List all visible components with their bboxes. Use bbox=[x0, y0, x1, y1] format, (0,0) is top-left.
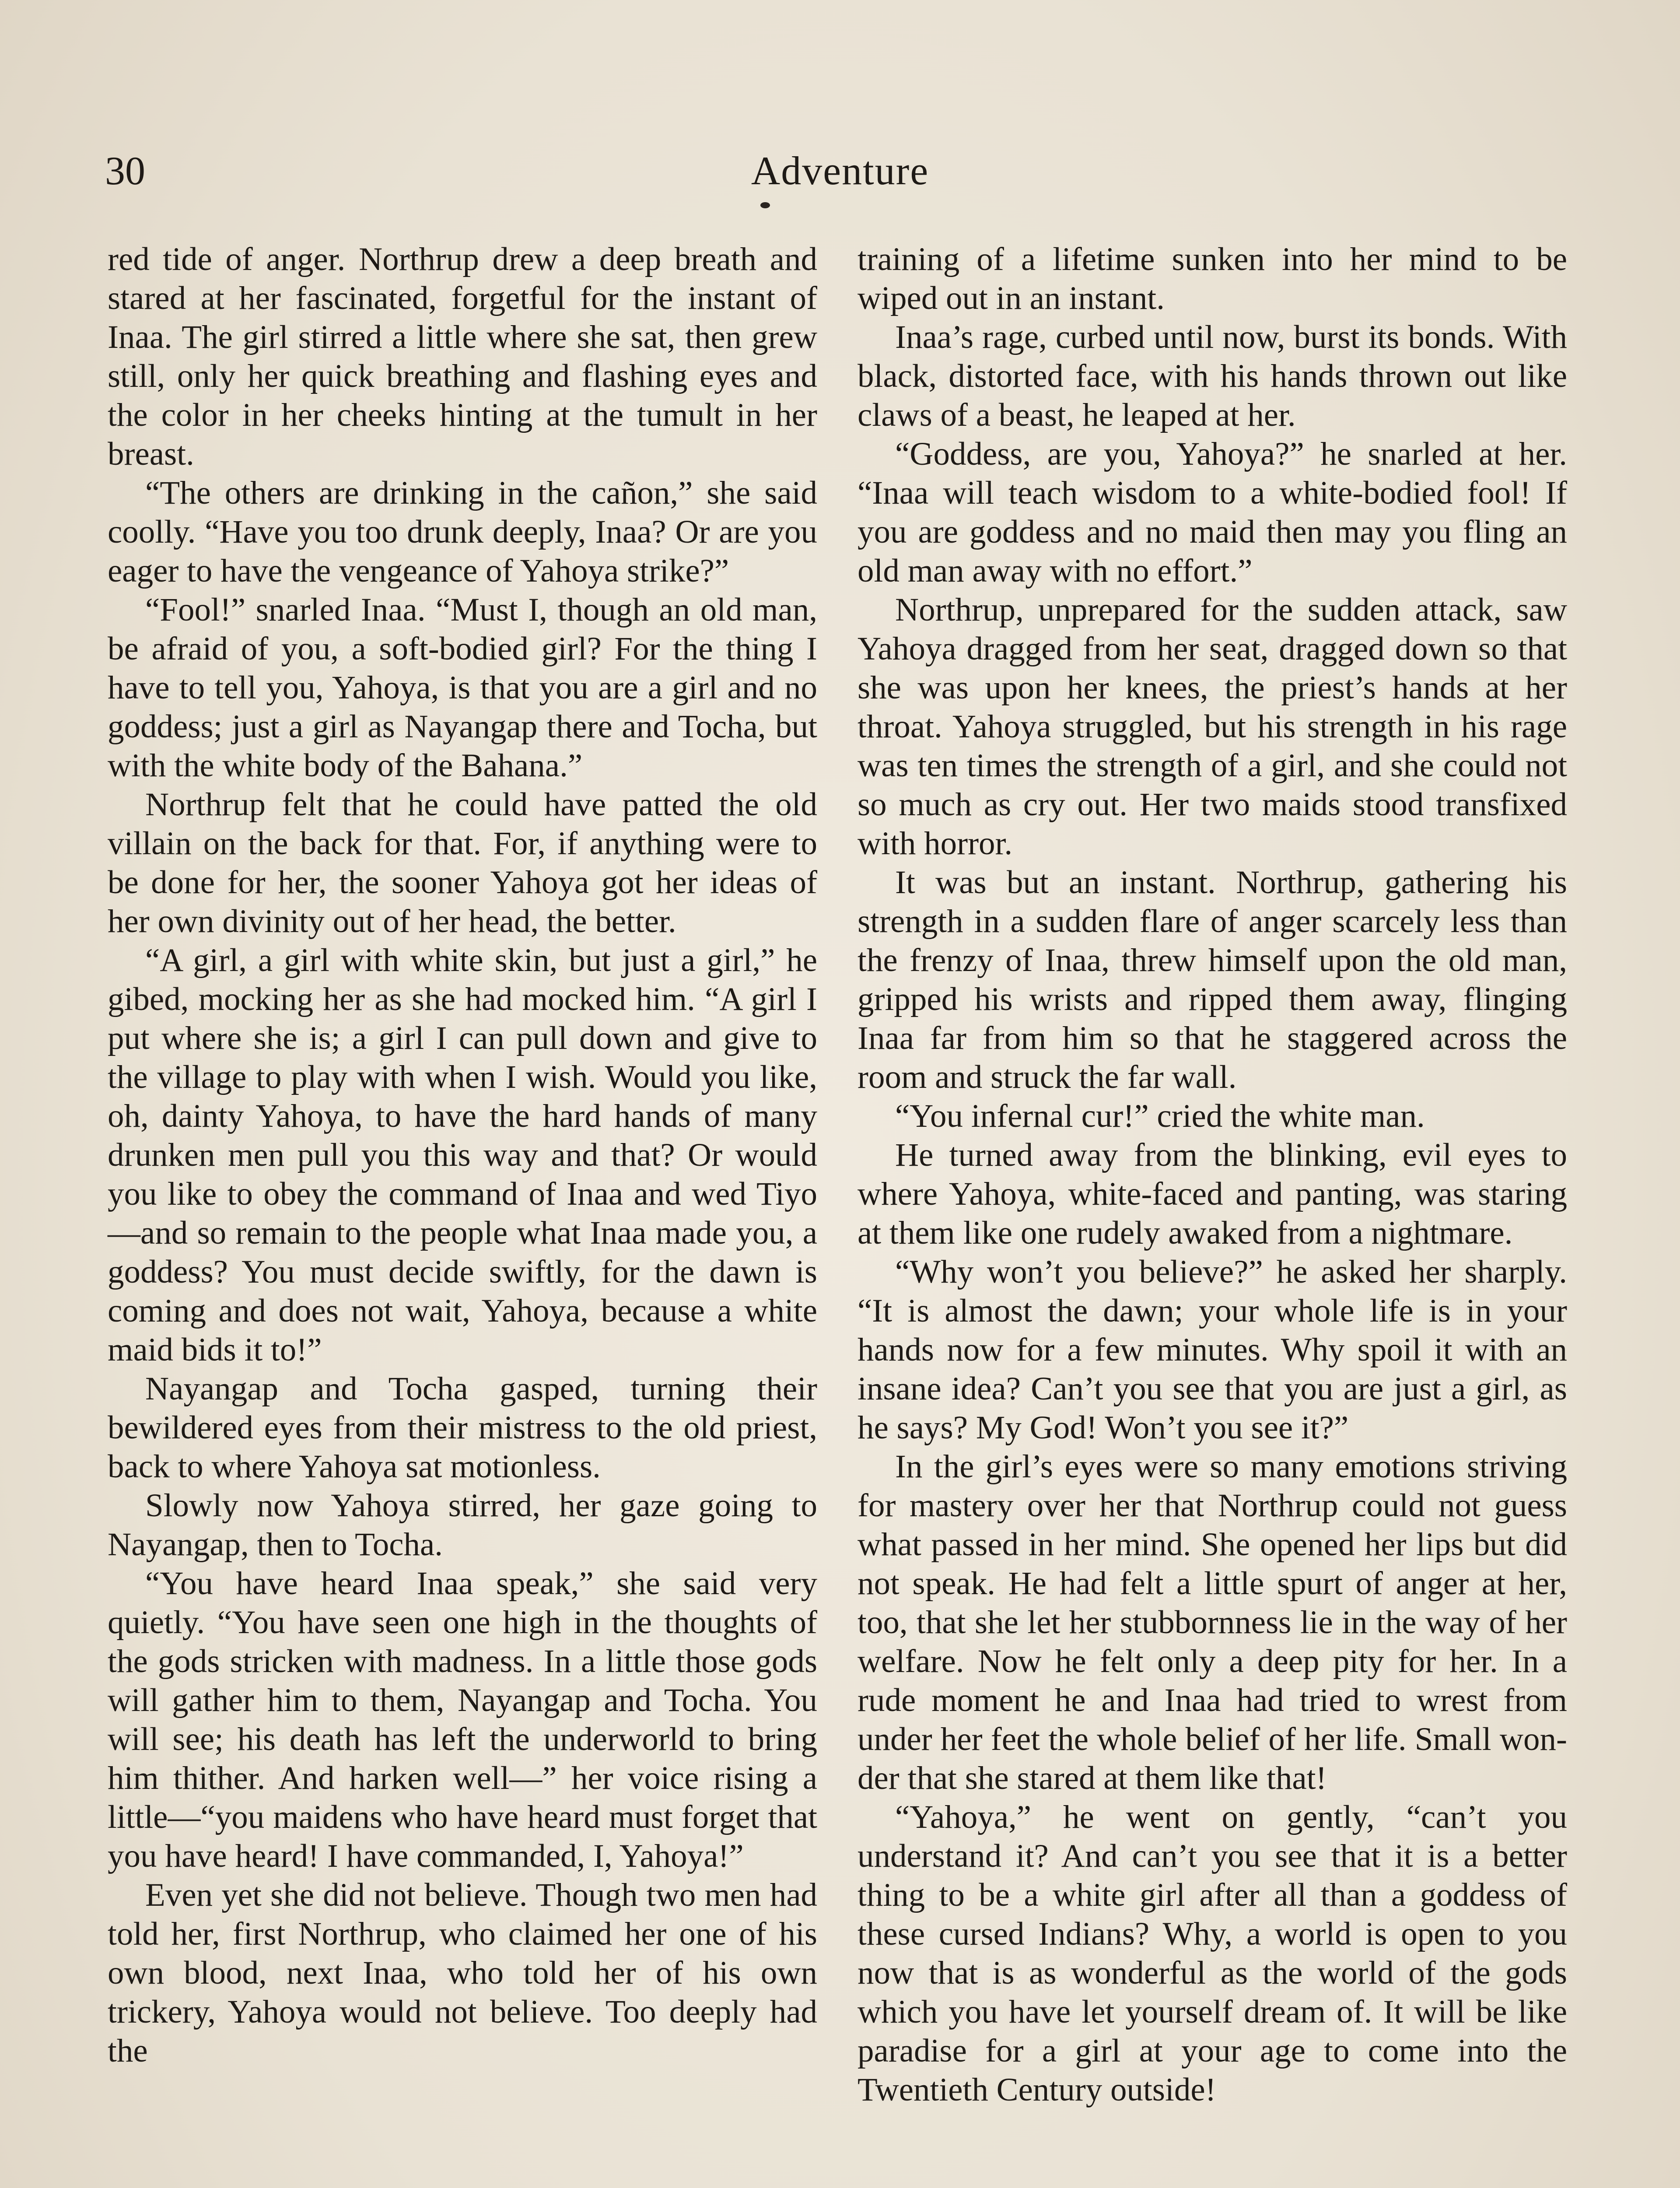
paragraph: “A girl, a girl with white skin, but just a girl,” he gibed, mocking her as she had mocked him. “A girl I put where she is; a girl I can pull down and give to the village to play with when I wish. Would you like, oh, dainty Yahoya, to have the hard hands of many drunken men pull you this way and that? Or would you like to obey the command of Inaa and wed Tiyo—and so remain to the people what Inaa made you, a goddess? You must decide swiftly, for the dawn is coming and does not wait, Yahoya, because a white maid bids it to!” bbox=[108, 942, 817, 1368]
paragraph: Slowly now Yahoya stirred, her gaze going to Nayangap, then to Tocha. bbox=[108, 1487, 817, 1563]
left-column bbox=[108, 240, 817, 2188]
paragraph: “Why won’t you believe?” he asked her sharply. “It is almost the dawn; your whole life is in your hands now for a few minutes. Why spoil it with an insane idea? Can’t you see that you are just a girl, as he says? My God! Won’t you see it?” bbox=[858, 1254, 1567, 1446]
paragraph: He turned away from the blinking, evil eyes to where Yahoya, white-faced and panting, was staring at them like one rudely awaked from a nightmare. bbox=[858, 1137, 1567, 1251]
paragraph: “You infernal cur!” cried the white man. bbox=[895, 1098, 1425, 1134]
paragraph: “Yahoya,” he went on gently, “can’t you understand it? And can’t you see that it is a better thing to be a white girl after all than a goddess of these cursed Indians? Why, a world is open to you now that is as wonderful as the world of the gods which you have let yourself dream of. It will be like paradise for a girl at your age to come into the Twentieth Century outside! bbox=[858, 1799, 1567, 2108]
header-ornament bbox=[760, 202, 770, 208]
page-number: 30 bbox=[105, 148, 145, 193]
paragraph: It was but an instant. Northrup, gathering his strength in a sudden flare of anger scarcely less than the frenzy of Inaa, threw himself upon the old man, gripped his wrists and ripped them away, flinging Inaa far from him so that he staggered across the room and struck the far wall. bbox=[858, 864, 1567, 1095]
right-column bbox=[858, 240, 1567, 2188]
paragraph: “Fool!” snarled Inaa. “Must I, though an old man, be afraid of you, a soft-bodied girl? For the thing I have to tell you, Yahoya, is that you are a girl and no goddess; just a girl as Nayangap there and Tocha, but with the white body of the Bahana.” bbox=[108, 592, 817, 784]
paragraph: training of a lifetime sunken into her mind to be wiped out in an instant. bbox=[858, 241, 1567, 316]
paragraph: “Goddess, are you, Yahoya?” he snarled at her. “Inaa will teach wisdom to a white-bodied fool! If you are goddess and no maid then may you fling an old man away with no effort.” bbox=[858, 436, 1567, 589]
paragraph: In the girl’s eyes were so many emotions striving for mastery over her that Northrup could not guess what passed in her mind. She opened her lips but did not speak. He had felt a little spurt of anger at her, too, that she let her stubbornness lie in the way of her welfare. Now he felt only a deep pity for her. In a rude moment he and Inaa had tried to wrest from under her feet the whole belief of her life. Small wonder that she stared at them like that! bbox=[858, 1448, 1567, 1796]
paragraph: Inaa’s rage, curbed until now, burst its bonds. With black, distorted face, with his hands thrown out like claws of a beast, he leaped at her. bbox=[858, 319, 1567, 433]
paragraph: Even yet she did not believe. Though two men had told her, first Northrup, who claimed her one of his own blood, next Inaa, who told her of his own trickery, Yahoya would not believe. Too deeply had the bbox=[108, 1877, 817, 2069]
paragraph: “The others are drinking in the cañon,” she said coolly. “Have you too drunk deeply, Inaa? Or are you eager to have the vengeance of Yahoya strike?” bbox=[108, 475, 817, 589]
running-title: Adventure bbox=[751, 148, 929, 193]
paragraph: Nayangap and Tocha gasped, turning their bewildered eyes from their mistress to the old priest, back to where Yahoya sat motionless. bbox=[108, 1371, 817, 1485]
paragraph: Northrup felt that he could have patted the old villain on the back for that. For, if anything were to be done for her, the sooner Yahoya got her ideas of her own divinity out of her head, the better. bbox=[108, 786, 817, 940]
paragraph: Northrup, unprepared for the sudden attack, saw Yahoya dragged from her seat, dragged down so that she was upon her knees, the priest’s hands at her throat. Yahoya struggled, but his strength in his rage was ten times the strength of a girl, and she could not so much as cry out. Her two maids stood transfixed with horror. bbox=[858, 592, 1567, 862]
paragraph: “You have heard Inaa speak,” she said very quietly. “You have seen one high in the thoughts of the gods stricken with madness. In a little those gods will gather him to them, Nayangap and Tocha. You will see; his death has left the underworld to bring him thither. And harken well—” her voice rising a little—“you maidens who have heard must forget that you have heard! I have commanded, I, Yahoya!” bbox=[108, 1565, 817, 1874]
paragraph: red tide of anger. Northrup drew a deep breath and stared at her fascinated, forgetful for the instant of Inaa. The girl stirred a little where she sat, then grew still, only her quick breathing and flashing eyes and the color in her cheeks hinting at the tumult in her breast. bbox=[108, 241, 817, 472]
page-header bbox=[105, 140, 1575, 201]
